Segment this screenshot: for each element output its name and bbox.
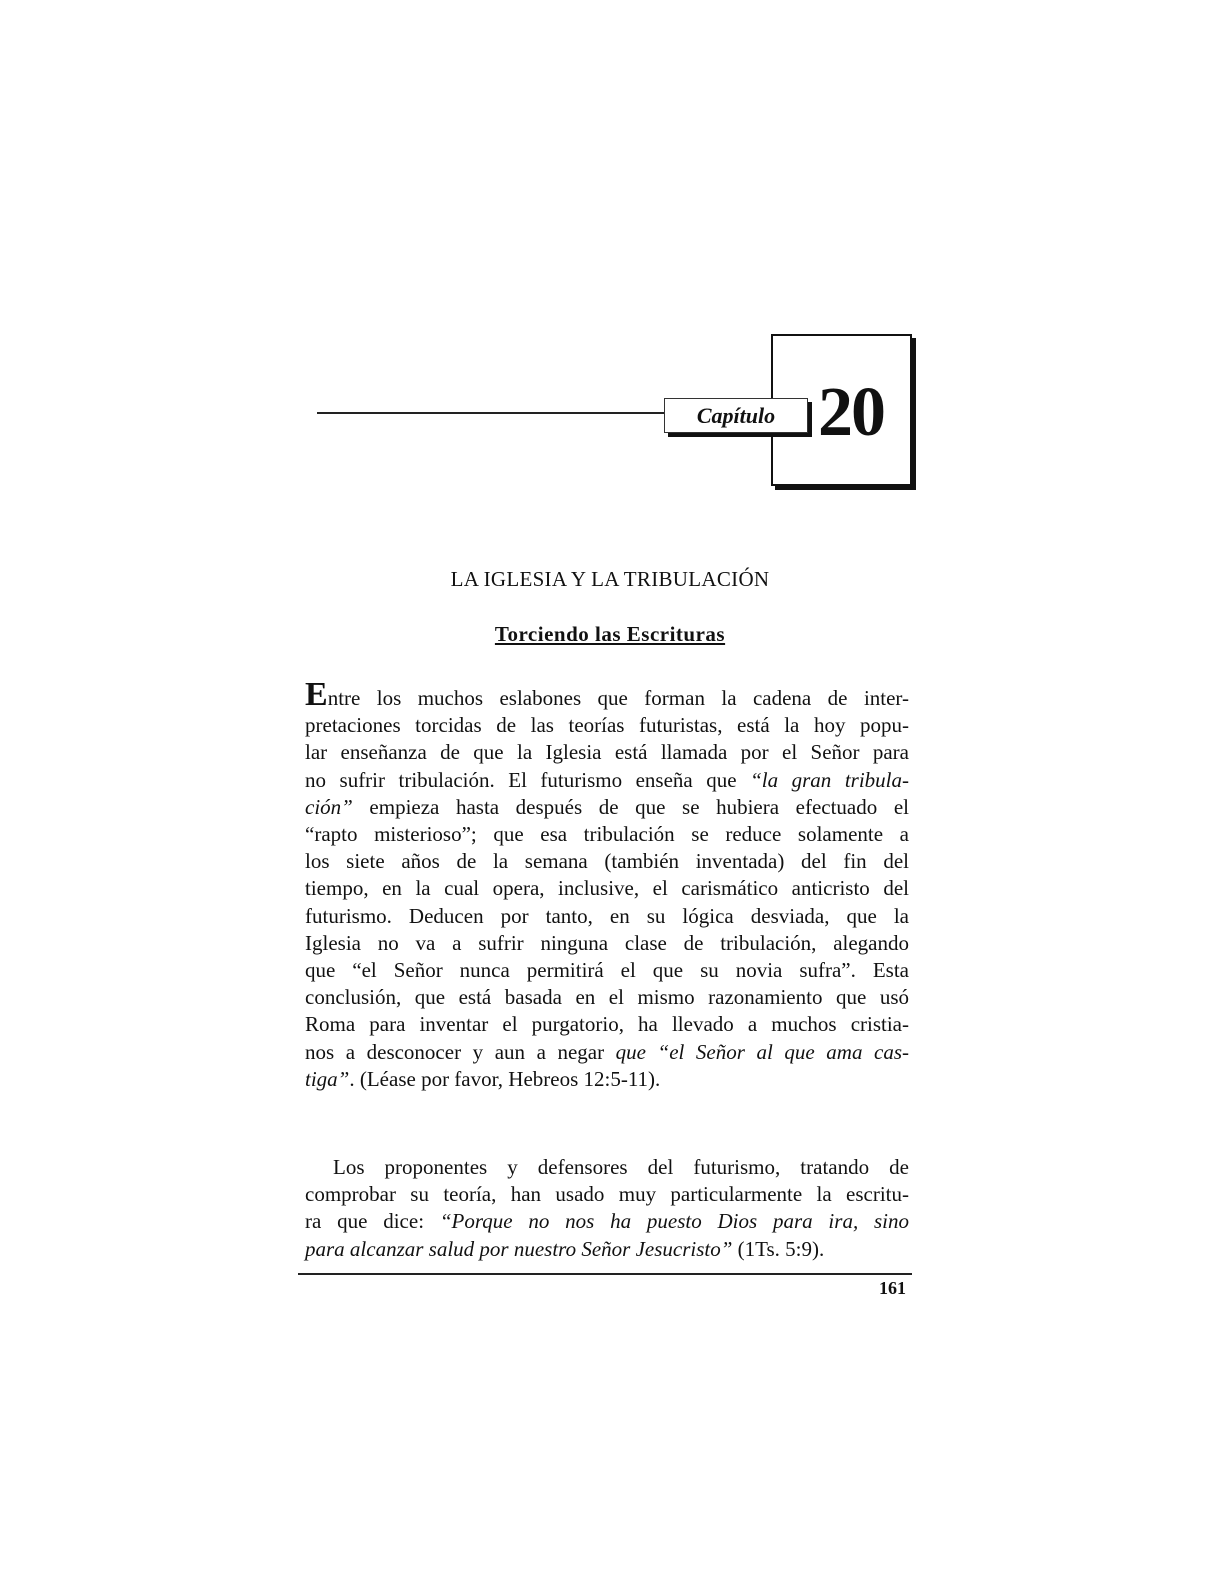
text-line xyxy=(305,821,909,848)
text-run: los siete años de la semana (también inventada) del fin del xyxy=(305,849,909,874)
section-subtitle: Torciendo las Escrituras xyxy=(494,622,726,646)
italic-quote: “la gran tribula- xyxy=(750,767,909,792)
text-run: que “el Señor nunca permitirá el que su novia sufra”. Esta xyxy=(305,958,909,983)
italic-quote: que “el Señor al que ama cas- xyxy=(615,1039,909,1064)
text-run: lar enseñanza de que la Iglesia está llamada por el Señor para xyxy=(305,740,909,765)
page-number: 161 xyxy=(879,1278,906,1298)
text-run: ra que dice: xyxy=(305,1209,440,1234)
text-run: pretaciones torcidas de las teorías futuristas, está la hoy popu- xyxy=(305,713,909,738)
paragraph-1 xyxy=(305,678,909,1093)
italic-quote: para alcanzar salud por nuestro Señor Jesucristo” xyxy=(305,1236,733,1261)
text-line xyxy=(305,848,909,875)
text-run: empieza hasta después de que se hubiera efectuado el xyxy=(352,794,909,819)
text-run: ntre los muchos eslabones que forman la cadena de inter- xyxy=(327,686,909,710)
chapter-header-rule xyxy=(317,412,667,414)
chapter-label-box xyxy=(664,398,808,433)
text-line xyxy=(305,930,909,957)
footer-rule xyxy=(298,1273,912,1275)
text-line xyxy=(305,739,909,766)
drop-cap: E xyxy=(305,676,328,713)
text-line xyxy=(305,1154,909,1181)
text-run: nos a desconocer y aun a negar xyxy=(305,1039,616,1064)
chapter-number: 20 xyxy=(818,374,884,451)
text-run: “rapto misterioso”; que esa tribulación se reduce solamente a xyxy=(305,822,909,847)
text-line xyxy=(305,1039,909,1066)
chapter-title: LA IGLESIA Y LA TRIBULACIÓN xyxy=(450,567,770,591)
paragraph-2 xyxy=(305,1154,909,1263)
text-run: comprobar su teoría, han usado muy particularmente la escritu- xyxy=(305,1182,909,1207)
text-line xyxy=(305,767,909,794)
chapter-label: Capítulo xyxy=(696,402,776,428)
text-line xyxy=(305,1236,909,1263)
text-line xyxy=(305,1066,909,1093)
text-line xyxy=(305,875,909,902)
text-line xyxy=(305,678,909,712)
italic-quote: “Porque no nos ha puesto Dios para ira, sino xyxy=(439,1209,909,1234)
italic-quote: ción” xyxy=(305,794,353,819)
text-run: tiempo, en la cual opera, inclusive, el carismático anticristo del xyxy=(305,876,909,901)
text-line xyxy=(305,1011,909,1038)
text-run: (1Ts. 5:9). xyxy=(732,1236,825,1261)
text-run: conclusión, que está basada en el mismo razonamiento que usó xyxy=(305,985,909,1010)
text-run: Roma para inventar el purgatorio, ha llevado a muchos cristia- xyxy=(305,1012,909,1037)
text-run: Los proponentes y defensores del futurismo, tratando de xyxy=(333,1155,909,1179)
text-line xyxy=(305,957,909,984)
text-run: . (Léase por favor, Hebreos 12:5-11). xyxy=(349,1066,661,1091)
italic-quote: tiga” xyxy=(305,1066,350,1091)
text-line xyxy=(305,1208,909,1235)
text-line xyxy=(305,712,909,739)
text-line xyxy=(305,984,909,1011)
text-line xyxy=(305,1181,909,1208)
text-line xyxy=(305,903,909,930)
text-run: Iglesia no va a sufrir ninguna clase de tribulación, alegando xyxy=(305,930,909,955)
text-run: no sufrir tribulación. El futurismo enseña que xyxy=(305,767,751,792)
text-line xyxy=(305,794,909,821)
text-run: futurismo. Deducen por tanto, en su lógica desviada, que la xyxy=(305,903,909,928)
